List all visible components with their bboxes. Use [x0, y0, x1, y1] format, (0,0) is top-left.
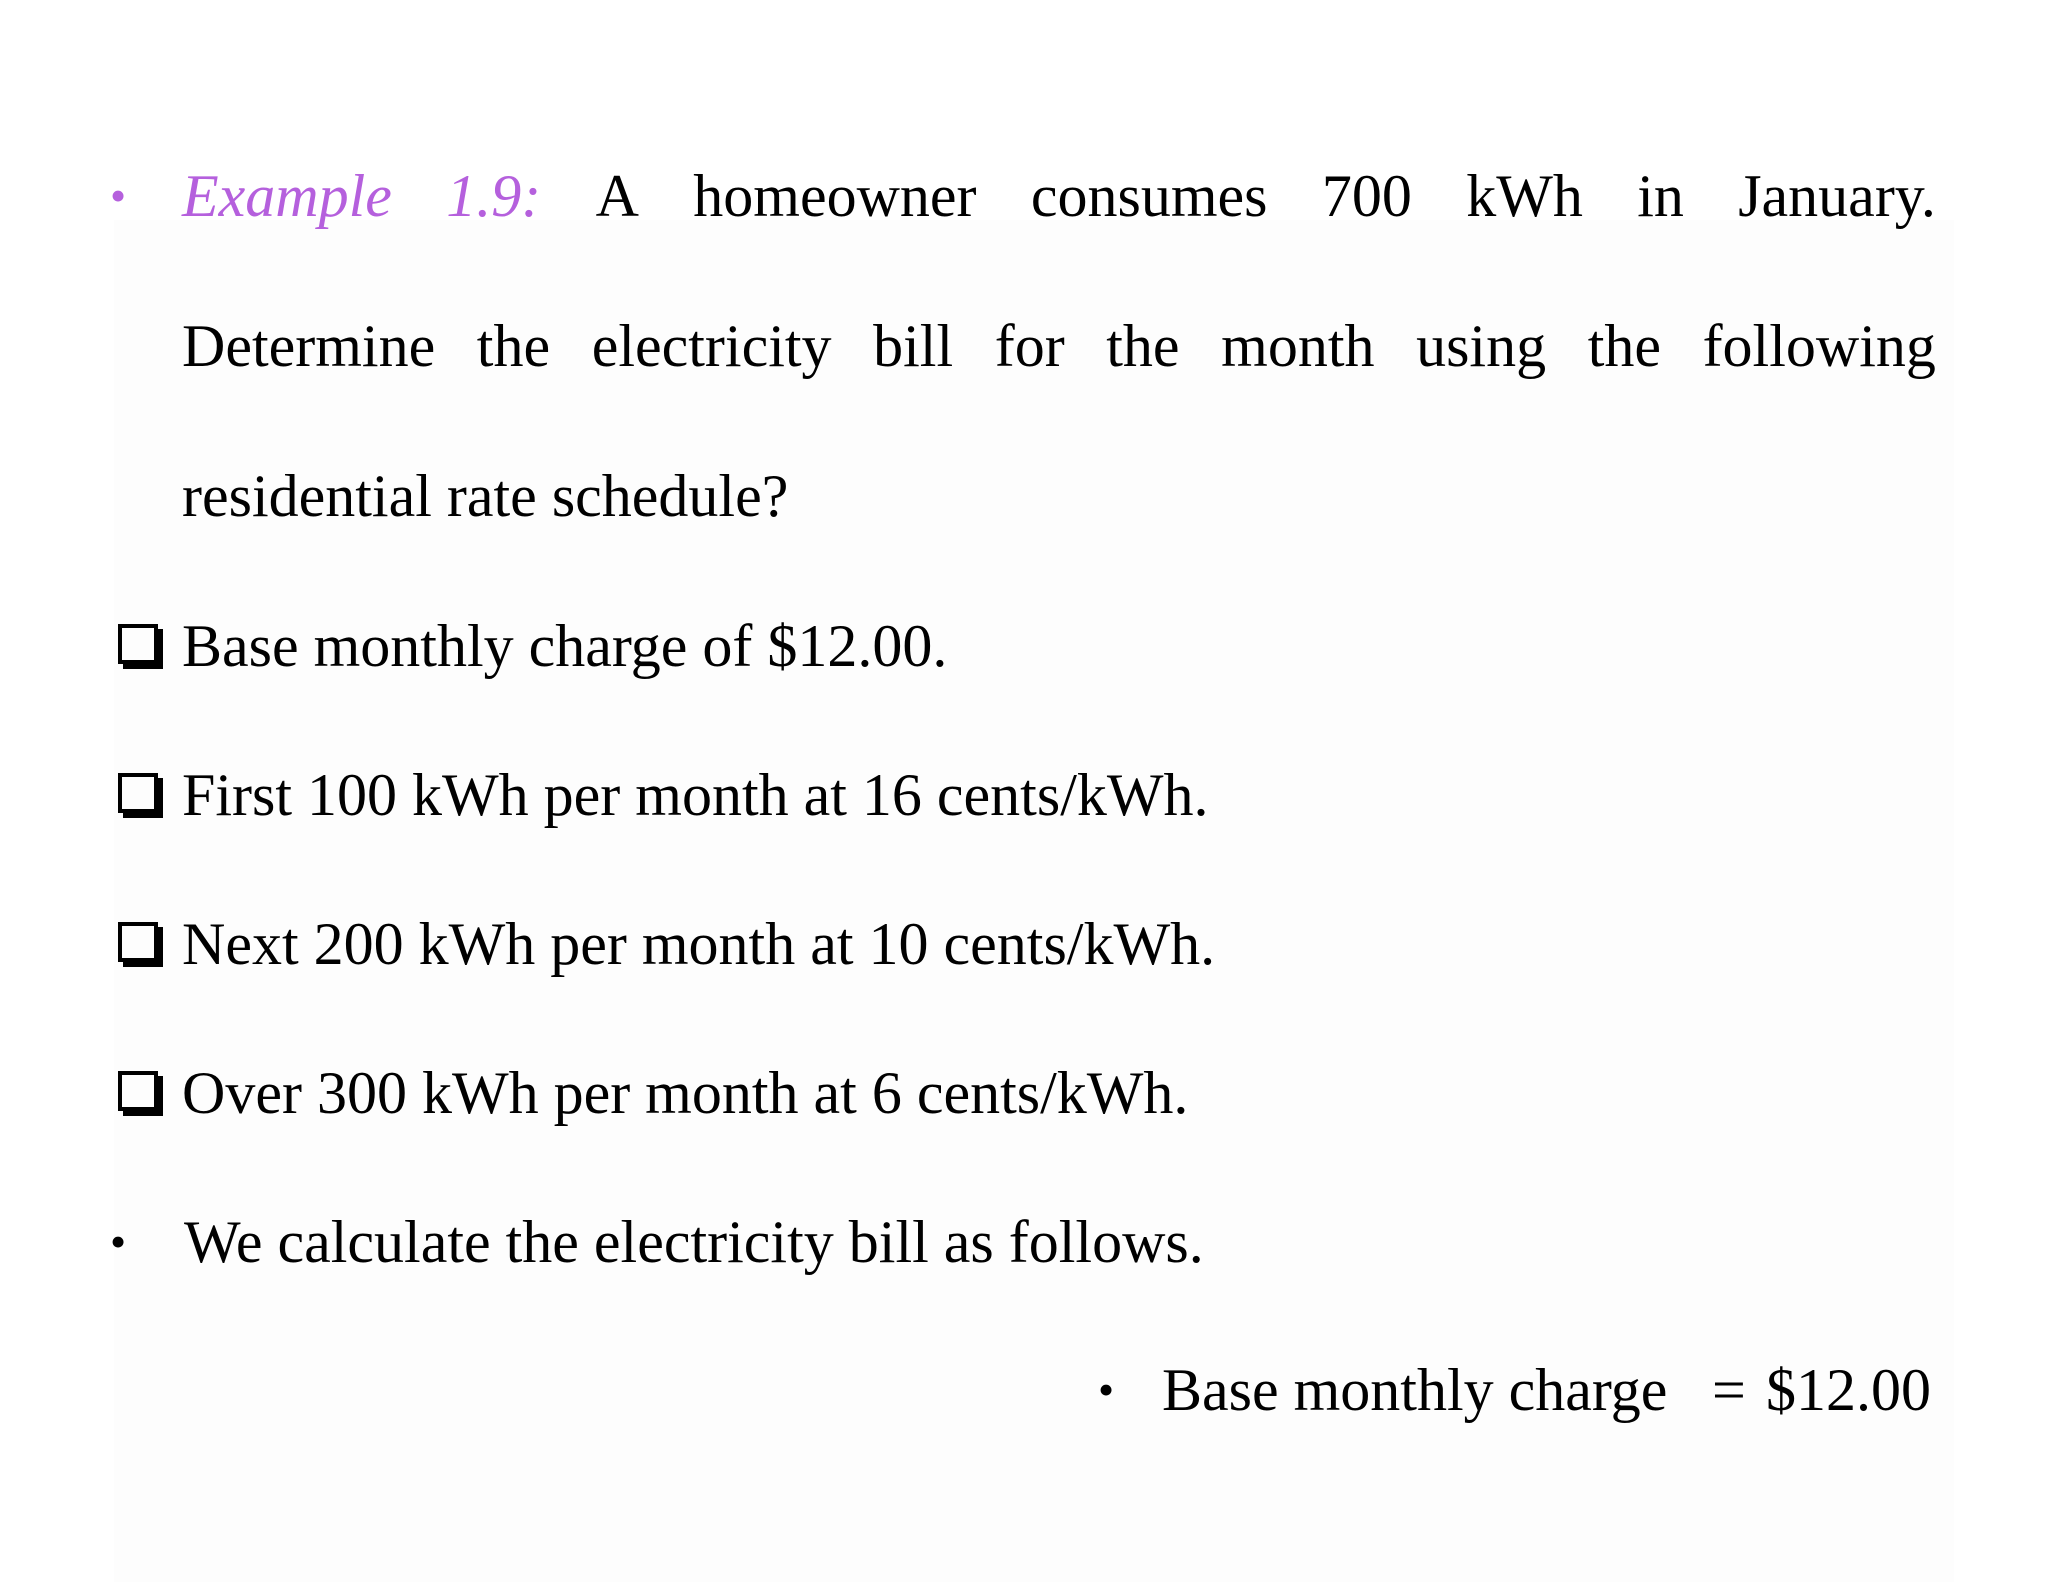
word: the [476, 313, 551, 379]
bullet: • [110, 1216, 127, 1267]
word: kWh [1466, 163, 1583, 229]
word: using [1416, 313, 1547, 379]
calculation-intro-text: We calculate the electricity bill as follows. [184, 1209, 1204, 1275]
example-line-3-text: residential rate schedule? [182, 463, 789, 529]
word: month [1221, 313, 1375, 379]
example-line-1-text [182, 146, 1936, 246]
word: in [1637, 163, 1684, 229]
calculation-label: Base monthly charge [1162, 1357, 1668, 1423]
rate-item-text: First 100 kWh per month at 16 cents/kWh. [182, 762, 1209, 828]
rate-item [0, 745, 2048, 845]
calculation-line [0, 1340, 2048, 1440]
word: electricity [591, 313, 832, 379]
checkbox-icon [118, 1071, 158, 1111]
example-label-word: Example [182, 163, 392, 229]
equals-sign: = [1712, 1357, 1746, 1423]
bullet: • [1098, 1364, 1115, 1415]
word: homeowner [693, 163, 977, 229]
word: the [1106, 313, 1180, 379]
word: A [595, 163, 639, 229]
example-line-1 [0, 146, 2048, 246]
example-bullet: • [110, 170, 127, 221]
example-line-3 [0, 446, 2048, 546]
example-line-2 [0, 296, 2048, 396]
example-label-number: 1.9: [446, 163, 542, 229]
rate-item-text: Over 300 kWh per month at 6 cents/kWh. [182, 1060, 1189, 1126]
rate-item [0, 596, 2048, 696]
calculation-intro-line [0, 1192, 2048, 1292]
rate-item [0, 894, 2048, 994]
word: for [994, 313, 1065, 379]
checkbox-icon [118, 773, 158, 813]
rate-item-text: Base monthly charge of $12.00. [182, 613, 948, 679]
checkbox-icon [118, 922, 158, 962]
word: January. [1738, 163, 1936, 229]
word: bill [873, 313, 954, 379]
word: following [1702, 313, 1936, 379]
word: the [1587, 313, 1661, 379]
rate-item [0, 1043, 2048, 1143]
checkbox-icon [118, 624, 158, 664]
word: consumes [1030, 163, 1268, 229]
rate-item-text: Next 200 kWh per month at 10 cents/kWh. [182, 911, 1216, 977]
word: 700 [1321, 163, 1412, 229]
example-line-2-text [182, 296, 1936, 396]
calculation-value: $12.00 [1766, 1357, 1931, 1423]
word: Determine [182, 313, 436, 379]
